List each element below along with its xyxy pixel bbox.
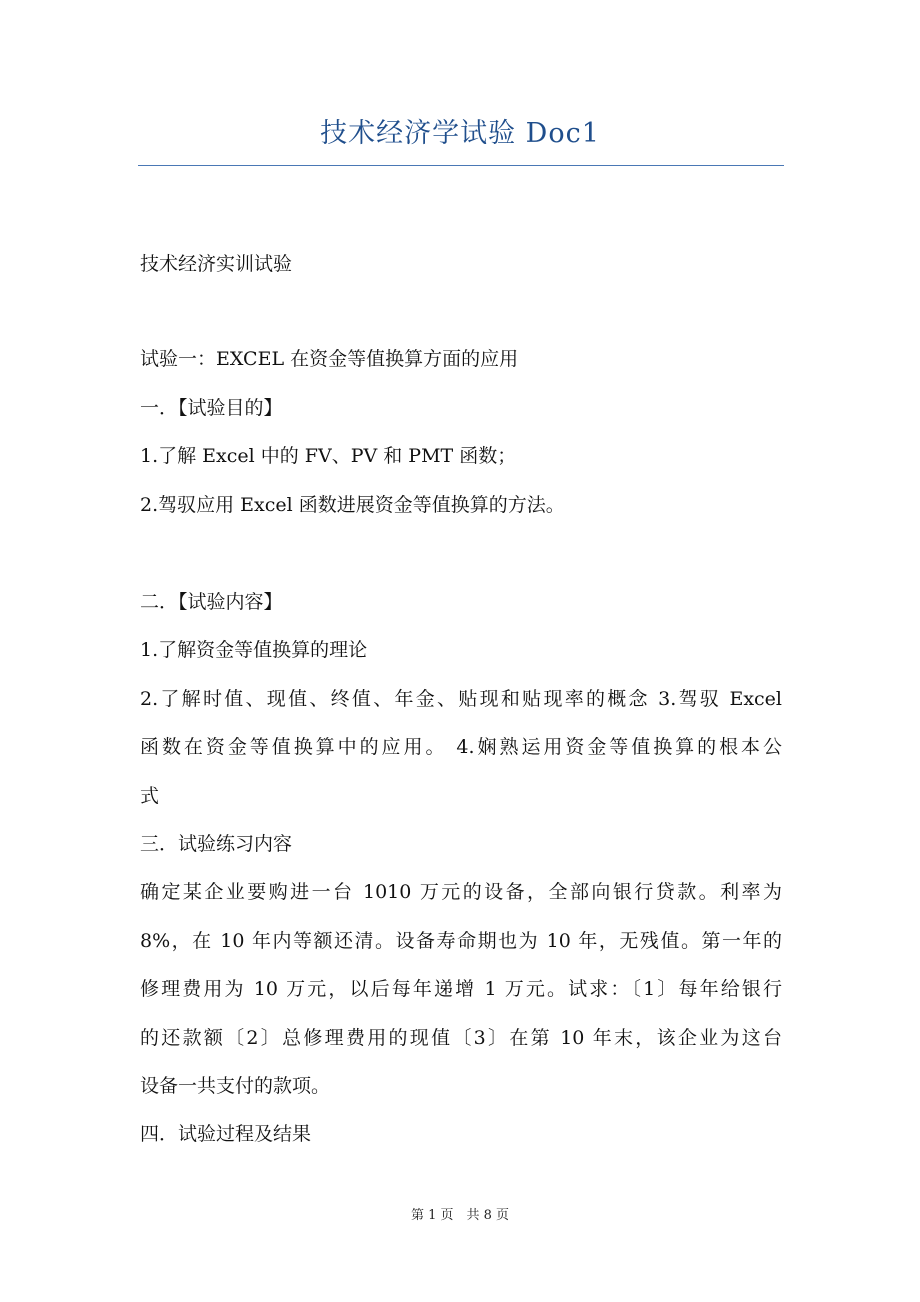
document-title: 技术经济学试验 Doc1 <box>320 118 600 149</box>
title-underline <box>138 165 784 166</box>
list-item: 1.了解资金等值换算的理论 <box>140 639 368 661</box>
section-heading: 四．试验过程及结果 <box>140 1123 312 1145</box>
section-heading: 三．试验练习内容 <box>140 833 293 855</box>
paragraph-line: 函数在资金等值换算中的应用。 4.娴熟运用资金等值换算的根本公 <box>140 736 782 758</box>
paragraph-line: 8%，在 10 年内等额还清。设备寿命期也为 10 年，无残值。第一年的 <box>140 930 782 952</box>
list-item: 2.驾驭应用 Excel 函数进展资金等值换算的方法。 <box>140 494 565 516</box>
paragraph-line: 2.了解时值、现值、终值、年金、贴现和贴现率的概念 3.驾驭 Excel <box>140 688 782 710</box>
paragraph-line: 的还款额〔2〕总修理费用的现值〔3〕在第 10 年末，该企业为这台 <box>140 1027 782 1049</box>
section-heading: 技术经济实训试验 <box>140 253 293 275</box>
page-number-footer: 第 1 页 共 8 页 <box>410 1208 510 1223</box>
paragraph-line: 设备一共支付的款项。 <box>140 1075 331 1097</box>
paragraph-line: 式 <box>140 785 160 807</box>
section-heading: 一．【试验目的】 <box>140 397 283 419</box>
paragraph-line: 确定某企业要购进一台 1010 万元的设备，全部向银行贷款。利率为 <box>140 881 782 903</box>
paragraph-line: 修理费用为 10 万元，以后每年递增 1 万元。试求：〔1〕每年给银行 <box>140 978 782 1000</box>
list-item: 1.了解 Excel 中的 FV、PV 和 PMT 函数； <box>140 445 517 467</box>
experiment-title: 试验一：EXCEL 在资金等值换算方面的应用 <box>140 348 519 370</box>
section-heading: 二．【试验内容】 <box>140 591 283 613</box>
